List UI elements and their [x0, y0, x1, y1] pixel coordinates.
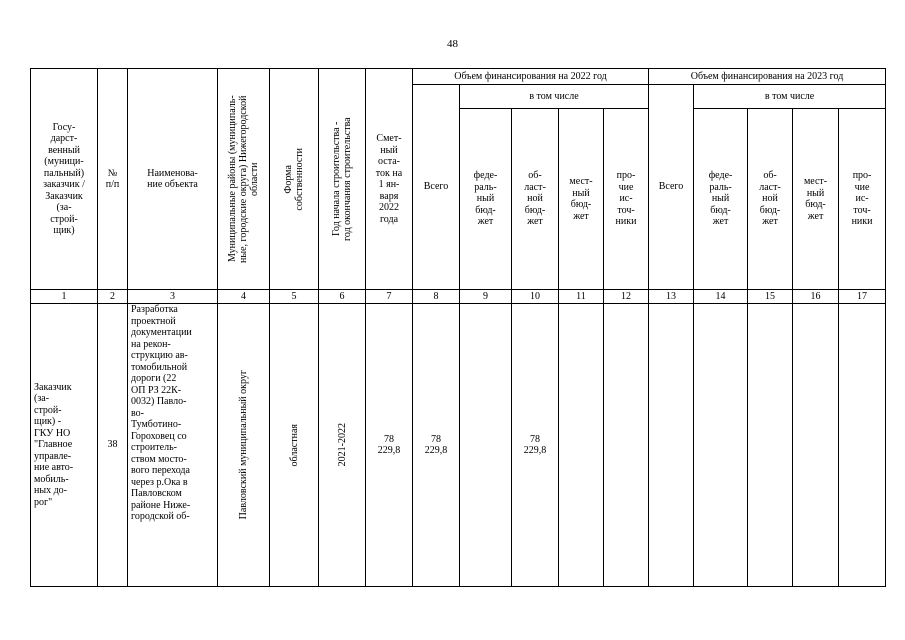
header-fin-2023: Объем финансирования на 2023 год — [649, 69, 886, 85]
header-regional-2023: об- ласт- ной бюд- жет — [748, 109, 793, 290]
header-remainder: Смет- ный оста- ток на 1 ян- варя 2022 года — [366, 69, 413, 290]
header-incl-2023: в том числе — [694, 85, 886, 109]
col-number: 15 — [748, 290, 793, 304]
header-incl-2022: в том числе — [460, 85, 649, 109]
col-number: 12 — [604, 290, 649, 304]
col-number: 6 — [319, 290, 366, 304]
table-row — [31, 304, 886, 587]
cell-regional-2022: 78 229,8 — [512, 304, 559, 587]
col-number: 13 — [649, 290, 694, 304]
col-number: 17 — [839, 290, 886, 304]
header-regional-2022: об- ласт- ной бюд- жет — [512, 109, 559, 290]
cell-other-2023 — [839, 304, 886, 587]
col-number: 7 — [366, 290, 413, 304]
cell-num: 38 — [98, 304, 128, 587]
col-number: 8 — [413, 290, 460, 304]
header-municipal-area: Муниципальные районы (муниципаль- ные, городские округа) Нижегородской области — [218, 69, 270, 290]
header-ownership: Форма собственности — [270, 69, 319, 290]
header-federal-2023: феде- раль- ный бюд- жет — [694, 109, 748, 290]
cell-local-2023 — [793, 304, 839, 587]
cell-other-2022 — [604, 304, 649, 587]
col-number: 11 — [559, 290, 604, 304]
col-number: 16 — [793, 290, 839, 304]
cell-ownership: областная — [270, 304, 319, 587]
financing-table — [30, 68, 886, 587]
cell-municipal-area: Павловский муниципальный округ — [218, 304, 270, 587]
cell-total-2023 — [649, 304, 694, 587]
page-number: 48 — [447, 38, 458, 50]
col-number: 1 — [31, 290, 98, 304]
cell-customer: Заказчик (за- строй- щик) - ГКУ НО "Главное управле- ние авто- мобиль- ных до- рог" — [31, 304, 98, 587]
header-other-2023: про- чие ис- точ- ники — [839, 109, 886, 290]
cell-local-2022 — [559, 304, 604, 587]
header-local-2022: мест- ный бюд- жет — [559, 109, 604, 290]
cell-federal-2022 — [460, 304, 512, 587]
cell-total-2022: 78 229,8 — [413, 304, 460, 587]
header-local-2023: мест- ный бюд- жет — [793, 109, 839, 290]
header-total-2023: Всего — [649, 85, 694, 290]
header-other-2022: про- чие ис- точ- ники — [604, 109, 649, 290]
header-fin-2022: Объем финансирования на 2022 год — [413, 69, 649, 85]
header-num: № п/п — [98, 69, 128, 290]
col-number: 5 — [270, 290, 319, 304]
header-object-name: Наименова- ние объекта — [128, 69, 218, 290]
cell-remainder: 78 229,8 — [366, 304, 413, 587]
col-number: 14 — [694, 290, 748, 304]
cell-years: 2021-2022 — [319, 304, 366, 587]
cell-object-name: Разработка проектной документации на рекон- струкцию ав- томобильной дороги (22 ОП РЗ 22К- 0032) Павло- во- Тумботино- Гороховец со строитель- ством мосто- вого перехода через р.Ока в Павловском районе Ниже- городской об- — [128, 304, 218, 587]
col-number: 4 — [218, 290, 270, 304]
col-number: 2 — [98, 290, 128, 304]
col-number: 3 — [128, 290, 218, 304]
cell-regional-2023 — [748, 304, 793, 587]
header-total-2022: Всего — [413, 85, 460, 290]
header-years: Год начала строительства - год окончания строительства — [319, 69, 366, 290]
header-federal-2022: феде- раль- ный бюд- жет — [460, 109, 512, 290]
col-number: 10 — [512, 290, 559, 304]
header-customer: Госу- дарст- венный (муници- пальный) заказчик / Заказчик (за- строй- щик) — [31, 69, 98, 290]
col-number: 9 — [460, 290, 512, 304]
cell-federal-2023 — [694, 304, 748, 587]
